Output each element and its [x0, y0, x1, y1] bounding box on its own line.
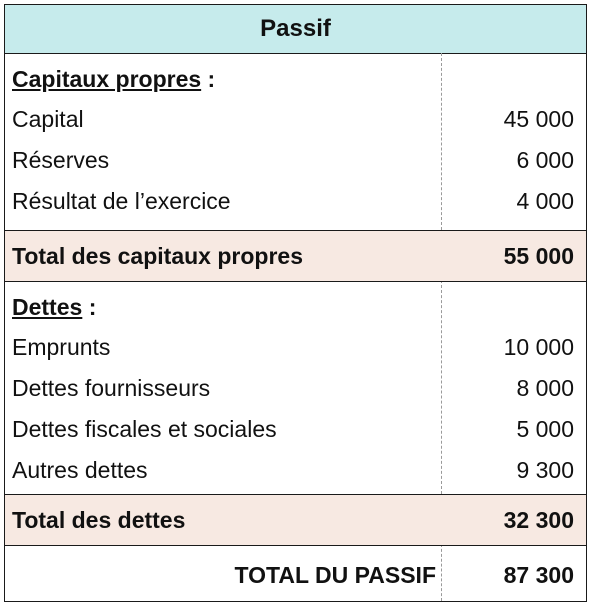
- table-row: [5, 99, 586, 140]
- row-value: 5 000: [516, 416, 574, 442]
- table-title-text: Passif: [260, 15, 331, 42]
- row-value: 6 000: [516, 147, 574, 173]
- table-row: [5, 181, 586, 222]
- debts-total-value: 32 300: [503, 506, 574, 533]
- row-value: 4 000: [516, 188, 574, 214]
- row-label: Réserves: [12, 147, 110, 173]
- equity-heading-text: Capitaux propres: [12, 65, 202, 92]
- row-value: 10 000: [503, 334, 574, 360]
- debts-heading-suffix: :: [82, 293, 97, 320]
- table-row: [5, 327, 586, 368]
- row-label: Capital: [12, 106, 84, 132]
- equity-total-value: 55 000: [503, 242, 574, 269]
- row-value: 8 000: [516, 375, 574, 401]
- table-row: [5, 140, 586, 181]
- table-title: [5, 5, 586, 54]
- section-heading-debts: [5, 287, 586, 327]
- row-label: Dettes fournisseurs: [12, 375, 211, 401]
- row-label: Dettes fiscales et sociales: [12, 416, 277, 442]
- table-row: [5, 368, 586, 409]
- equity-heading-suffix: :: [201, 65, 216, 92]
- row-label: Autres dettes: [12, 457, 148, 483]
- grand-total-value: 87 300: [503, 561, 574, 588]
- equity-total-label: Total des capitaux propres: [12, 242, 303, 269]
- debts-total-label: Total des dettes: [12, 506, 186, 533]
- table-row: [5, 450, 586, 491]
- row-label: Résultat de l’exercice: [12, 188, 231, 214]
- row-label: Emprunts: [12, 334, 111, 360]
- row-value: 45 000: [503, 106, 574, 132]
- debts-total-row: [5, 494, 586, 546]
- grand-total-row: [5, 550, 586, 600]
- equity-total-row: [5, 230, 586, 282]
- passif-table: [4, 4, 587, 602]
- grand-total-label: TOTAL DU PASSIF: [234, 561, 436, 588]
- row-value: 9 300: [516, 457, 574, 483]
- table-row: [5, 409, 586, 450]
- section-heading-equity: [5, 59, 586, 99]
- debts-heading-text: Dettes: [12, 293, 83, 320]
